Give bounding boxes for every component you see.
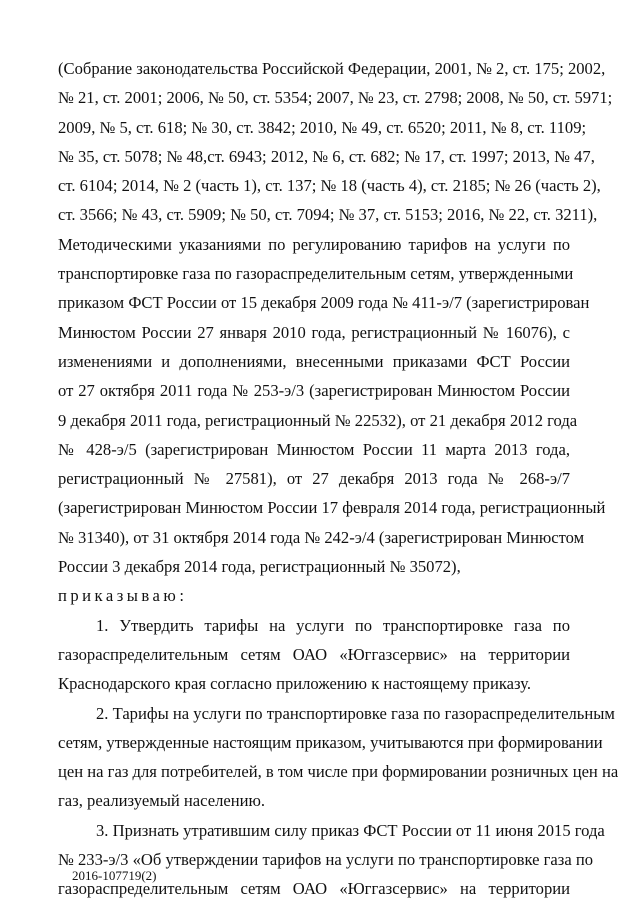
text-line: № 35, ст. 5078; № 48,ст. 6943; 2012, № 6, ст. 682; № 17, ст. 1997; 2013, № 47, <box>58 146 595 166</box>
text-line: сетям, утвержденные настоящим приказом, учитываются при формировании <box>58 732 603 752</box>
text-line: Минюстом России 27 января 2010 года, регистрационный № 16076), с <box>58 322 570 342</box>
text-line: России 3 декабря 2014 года, регистрационный № 35072), <box>58 557 461 577</box>
text-line: № 31340), от 31 октября 2014 года № 242-э/4 (зарегистрирован Минюстом <box>58 527 585 547</box>
text-line: 1. Утвердить тарифы на услуги по транспортировке газа по <box>96 615 570 635</box>
text-line: приказываю: <box>58 586 188 606</box>
document-body <box>58 54 619 904</box>
text-line: Краснодарского края согласно приложению к настоящему приказу. <box>58 674 532 694</box>
text-line: ст. 3566; № 43, ст. 5909; № 50, ст. 7094; № 37, ст. 5153; 2016, № 22, ст. 3211), <box>58 205 598 225</box>
text-line: (зарегистрирован Минюстом России 17 февраля 2014 года, регистрационный <box>58 498 606 518</box>
text-line: газ, реализуемый населению. <box>58 791 266 811</box>
text-line: № 233-э/3 «Об утверждении тарифов на услуги по транспортировке газа по <box>58 850 594 870</box>
text-line: (Собрание законодательства Российской Федерации, 2001, № 2, ст. 175; 2002, <box>58 59 606 78</box>
text-line: 9 декабря 2011 года, регистрационный № 22532), от 21 декабря 2012 года <box>58 410 578 430</box>
document-footer-code: 2016-107719(2) <box>72 868 157 883</box>
text-line: 2009, № 5, ст. 618; № 30, ст. 3842; 2010, № 49, ст. 6520; 2011, № 8, ст. 1109; <box>58 117 587 137</box>
text-line: № 428-э/5 (зарегистрирован Минюстом России 11 марта 2013 года, <box>58 439 570 459</box>
text-line: Методическими указаниями по регулированию тарифов на услуги по <box>58 234 570 254</box>
text-line: № 21, ст. 2001; 2006, № 50, ст. 5354; 2007, № 23, ст. 2798; 2008, № 50, ст. 5971; <box>58 88 613 108</box>
text-line: газораспределительным сетям ОАО «Юггазсервис» на территории <box>58 644 570 664</box>
text-line: приказом ФСТ России от 15 декабря 2009 года № 411-э/7 (зарегистрирован <box>58 293 590 313</box>
text-line: цен на газ для потребителей, в том числе при формировании розничных цен на <box>58 762 619 782</box>
text-line: 2. Тарифы на услуги по транспортировке газа по газораспределительным <box>96 703 615 723</box>
text-line: транспортировке газа по газораспределительным сетям, утвержденными <box>58 264 574 284</box>
text-line: изменениями и дополнениями, внесенными приказами ФСТ России <box>58 351 570 371</box>
text-line: регистрационный № 27581), от 27 декабря 2013 года № 268-э/7 <box>58 469 570 489</box>
text-line: 3. Признать утратившим силу приказ ФСТ России от 11 июня 2015 года <box>96 820 605 840</box>
text-line: ст. 6104; 2014, № 2 (часть 1), ст. 137; № 18 (часть 4), ст. 2185; № 26 (часть 2), <box>58 176 601 196</box>
text-line: от 27 октября 2011 года № 253-э/3 (зарегистрирован Минюстом России <box>58 381 570 401</box>
text-line: газораспределительным сетям ОАО «Юггазсервис» на территории <box>58 879 570 899</box>
